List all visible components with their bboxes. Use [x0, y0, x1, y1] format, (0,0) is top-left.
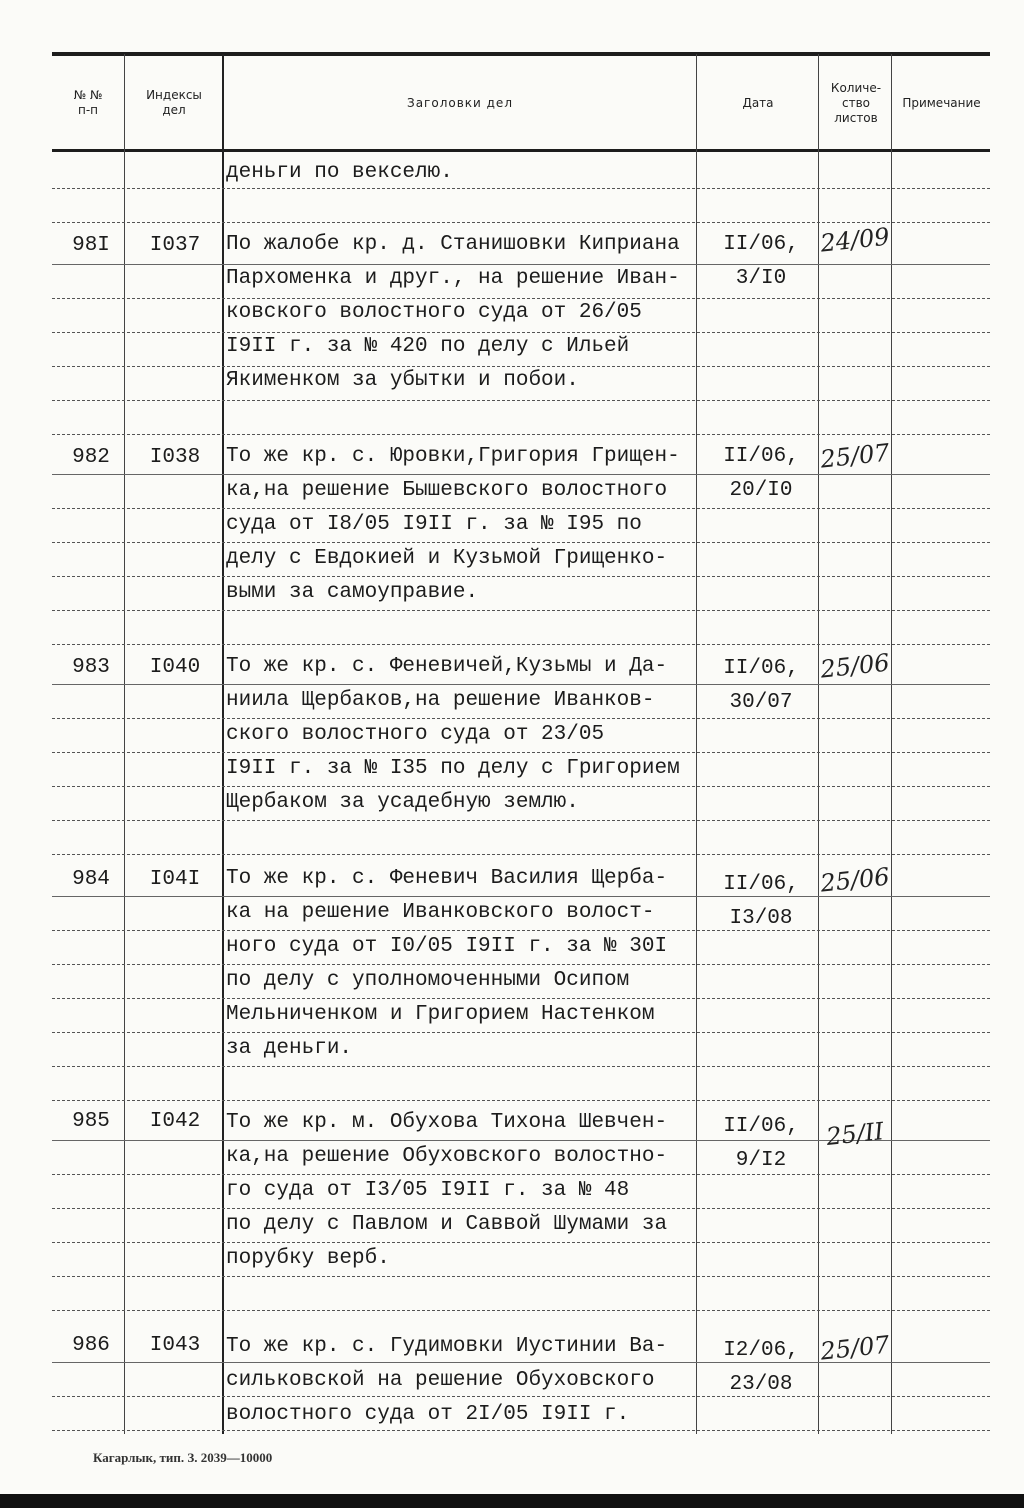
- entry-number: 986: [72, 1334, 110, 1357]
- entry-title: По жалобе кр. д. Станишовки Киприана Пархоменка и друг., на решение Иван- ковского волостного суда от 26/05 I9II г. за № 420 по делу с Ильей Якименком за убытки и побои.: [226, 233, 680, 392]
- ruled-line: [52, 434, 990, 435]
- entry-title: То же кр. с. Феневич Василия Щерба- ка на решение Иванковского волост- ного суда от I0/05 I9II г. за № 30I по делу с уполномоченными Осипом Мельниченком и Григорием Настенком за деньги.: [226, 867, 668, 1060]
- entry-sheets-handwritten: 25/II: [824, 1117, 886, 1151]
- ruled-line: [52, 1276, 990, 1277]
- header-col-number: № № п-п: [73, 88, 103, 117]
- entry-sheets-handwritten: 25/07: [819, 1330, 891, 1366]
- entry-index: I042: [149, 1110, 201, 1133]
- entry-date: II/06, 9/I2: [723, 1115, 799, 1172]
- entry-title: То же кр. с. Феневичей,Кузьмы и Да- ниила Щербаков,на решение Иванков- ского волостного суда от 23/05 I9II г. за № I35 по делу с Григорием Щербаком за усадебную землю.: [226, 655, 680, 814]
- entry-index: I043: [149, 1334, 201, 1357]
- entry-number: 982: [72, 446, 110, 469]
- header-bottom-rule: [52, 149, 990, 152]
- ruled-line: [52, 854, 990, 855]
- ruled-line: [52, 222, 990, 223]
- header-col-index: Индексы дел: [146, 88, 202, 117]
- ruled-line: [52, 400, 990, 401]
- ruled-line: [52, 1100, 990, 1101]
- column-rule: [124, 54, 125, 1434]
- entry-title: То же кр. с. Юровки,Григория Грищен- ка,на решение Бышевского волостного суда от I8/05 I9II г. за № I95 по делу с Евдокией и Кузьмой Грищенко- выми за самоуправие.: [226, 445, 680, 604]
- entry-number: 984: [72, 868, 110, 891]
- entry-index: I038: [149, 446, 201, 469]
- entry-sheets-handwritten: 25/07: [819, 438, 891, 474]
- entry-date: I2/06, 23/08: [723, 1339, 799, 1396]
- entry-date: II/06, I3/08: [723, 873, 799, 930]
- entry-sheets-handwritten: 24/09: [819, 222, 891, 258]
- ruled-line: [52, 1066, 990, 1067]
- header-col-title: Заголовки дел: [407, 95, 513, 110]
- entry-title: То же кр. м. Обухова Тихона Шевчен- ка,на решение Обуховского волостно- го суда от I3/05 I9II г. за № 48 по делу с Павлом и Саввой Шумами за порубку верб.: [226, 1111, 668, 1270]
- scan-edge-band: [0, 1494, 1024, 1508]
- entry-index: I04I: [149, 868, 201, 891]
- header-col-note: Примечание: [902, 95, 981, 110]
- ruled-line: [52, 644, 990, 645]
- entry-sheets-handwritten: 25/06: [819, 862, 891, 898]
- entry-date: II/06, 30/07: [723, 657, 799, 714]
- entry-number: 985: [72, 1110, 110, 1133]
- ruled-line: [52, 820, 990, 821]
- entry-number: 98I: [72, 234, 110, 257]
- entry-index: I037: [149, 234, 201, 257]
- entry-number: 983: [72, 656, 110, 679]
- header-col-date: Дата: [742, 95, 774, 110]
- header-top-rule: [52, 52, 990, 56]
- continuation-text: деньги по векселю.: [226, 161, 453, 184]
- entry-index: I040: [149, 656, 201, 679]
- entry-date: II/06, 3/I0: [723, 233, 799, 290]
- printer-imprint: Кагарлык, тип. З. 2039—10000: [93, 1450, 273, 1465]
- ruled-line: [52, 1310, 990, 1311]
- entry-title: То же кр. с. Гудимовки Иустинии Ва- сильковской на решение Обуховского волостного суда от 2I/05 I9II г.: [226, 1335, 668, 1426]
- entry-sheets-handwritten: 25/06: [819, 648, 891, 684]
- header-col-sheets: Количе- ство листов: [830, 80, 882, 125]
- column-rule: [222, 54, 224, 1434]
- entry-date: II/06, 20/I0: [723, 445, 799, 502]
- ruled-line: [52, 610, 990, 611]
- column-rule: [891, 54, 892, 1434]
